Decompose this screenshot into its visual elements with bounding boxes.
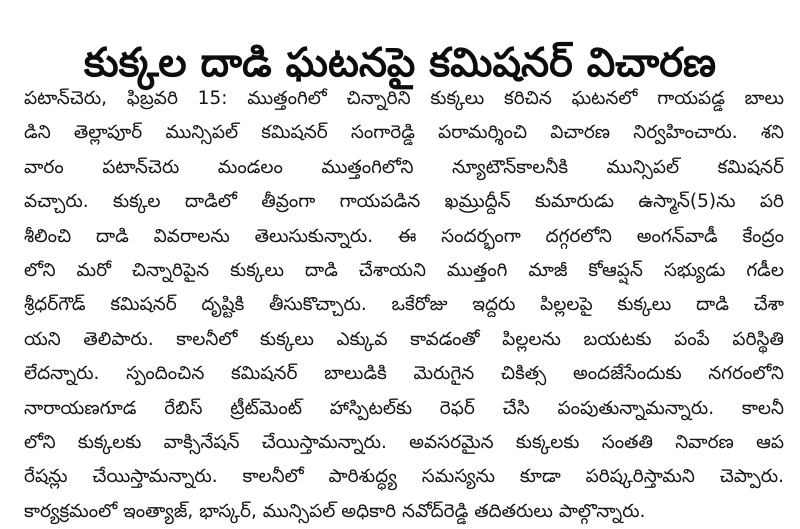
article-line: లోని కుక్కలకు వాక్సినేషన్ చేయిస్తామన్నారు. అవసరమైన కుక్కలకు సంతతి నివారణ ఆప bbox=[24, 431, 784, 453]
article-line: వారం పటాన్‌చెరు మండలం ముత్తంగిలోని న్యూటౌన్‌కాలనీకి మున్సిపల్ కమిషనర్ bbox=[24, 156, 784, 178]
article-line: శ్రీధర్‌గౌడ్ కమిషనర్ దృష్టికి తీసుకొచ్చారు. ఒకేరోజు ఇద్దరు పిల్లలపై కుక్కలు దాడి చేశా bbox=[24, 294, 784, 316]
article-line: రేషన్లు చేయిస్తామన్నారు. కాలనీలో పారిశుద్ధ్య సమస్యను కూడా పరిష్కరిస్తామని చెప్పారు. bbox=[24, 466, 784, 488]
headline: కుక్కల దాడి ఘటనపై కమిషనర్ విచారణ bbox=[83, 39, 717, 86]
article-body bbox=[24, 82, 784, 529]
article-line: నారాయణగూడ రేబిస్ ట్రీట్‌మెంట్ హాస్పిటల్‌కు రెఫర్ చేసి పంపుతున్నామన్నారు. కాలనీ bbox=[24, 397, 784, 419]
article-line: శీలించి దాడి వివరాలను తెలుసుకున్నారు. ఈ సందర్భంగా దగ్గరలోని అంగన్‌వాడీ కేంద్రం bbox=[24, 225, 784, 247]
article-line: డిని తెల్లాపూర్ మున్సిపల్ కమిషనర్ సంగారెడ్డి పరామర్శించి విచారణ నిర్వహించారు. శని bbox=[24, 122, 784, 144]
article-line: పటాన్‌చెరు, ఫిబ్రవరి 15: ముత్తంగిలో చిన్నారిని కుక్కలు కరిచిన ఘటనలో గాయపడ్డ బాలు bbox=[24, 88, 784, 109]
article-line: కార్యక్రమంలో ఇంత్యాజ్, భాస్కర్, మున్సిపల్ అధికారి నవోద్‌రెడ్డి తదితరులు పాల్గొన్నారు. bbox=[24, 500, 646, 522]
article-line: వచ్చారు. కుక్కల దాడిలో తీవ్రంగా గాయపడిన ఖమ్రుద్దీన్ కుమారుడు ఉస్మాన్(5)ను పరి bbox=[24, 191, 784, 213]
article-line: లోని మరో చిన్నారిపైన కుక్కలు దాడి చేశాయని ముత్తంగి మాజీ కోఆప్షన్ సభ్యుడు గడీల bbox=[24, 259, 784, 281]
article-line: లేదన్నారు. స్పందించిన కమిషనర్ బాలుడికి మెరుగైన చికిత్స అందజేసేందుకు నగరంలోని bbox=[24, 363, 784, 385]
article-line: యని తెలిపారు. కాలనీలో కుక్కలు ఎక్కువ కావడంతో పిల్లలను బయటకు పంపే పరిస్థితి bbox=[24, 328, 784, 350]
